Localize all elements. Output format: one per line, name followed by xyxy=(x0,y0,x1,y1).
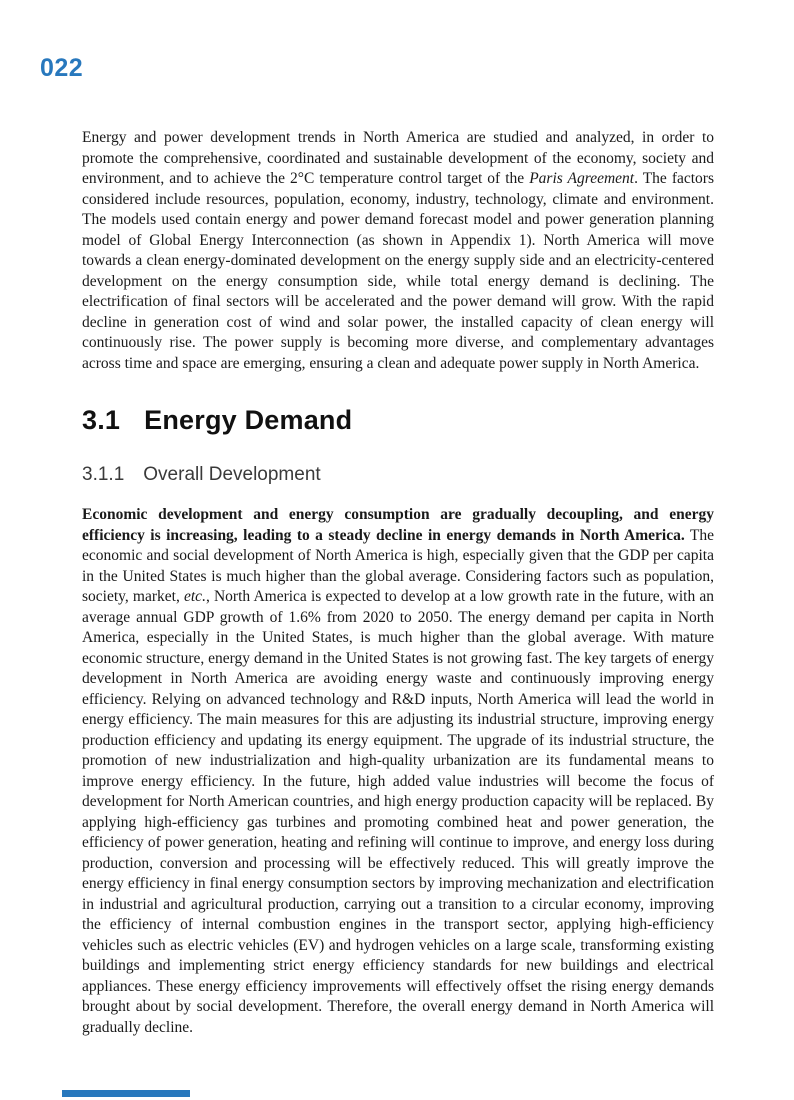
footer-accent-bar xyxy=(62,1090,190,1097)
page-content xyxy=(82,128,714,1038)
section-number: 3.1 xyxy=(82,405,121,435)
section-heading xyxy=(82,405,714,435)
section-title: Energy Demand xyxy=(144,405,353,435)
body-paragraph: Economic development and energy consumption are gradually decoupling, and energy efficiency is increasing, leading to a steady decline in energy demands in North America. The economic and social development of North America is high, especially given that the GDP per capita in the United States is much higher than the global average. Considering factors such as population, society, market, etc., North America is expected to develop at a low growth rate in the future, with an average annual GDP growth of 1.6% from 2020 to 2050. The energy demand per capita in North America, especially in the United States, is much higher than the global average. With mature economic structure, energy demand in the United States is not growing fast. The key targets of energy development in North America are avoiding energy waste and continuously improving energy efficiency. Relying on advanced technology and R&D inputs, North America will lead the world in energy efficiency. The main measures for this are adjusting its industrial structure, improving energy production efficiency and updating its energy equipment. The upgrade of its industrial structure, the promotion of new industrialization and high-quality urbanization are its fundamental means to improve energy efficiency. In the future, high added value industries will become the focus of development for North American countries, and high energy production capacity will be replaced. By applying high-efficiency gas turbines and promoting combined heat and power generation, the efficiency of power generation, heating and refining will continue to improve, and energy loss during production, conversion and processing will be effectively reduced. This will greatly improve the energy efficiency in final energy consumption sectors by improving mechanization and electrification in industrial and agricultural production, carrying out a transition to a circular economy, improving the efficiency of internal combustion engines in the transport sector, applying high-efficiency vehicles such as electric vehicles (EV) and hydrogen vehicles on a large scale, transforming existing buildings and implementing strict energy efficiency standards for new buildings and electrical appliances. These energy efficiency improvements will effectively offset the rising energy demands brought about by social development. Therefore, the overall energy demand in North America will gradually decline. xyxy=(82,506,715,1036)
subsection-number: 3.1.1 xyxy=(82,464,125,485)
subsection-heading xyxy=(82,464,714,486)
page-number: 022 xyxy=(40,54,84,82)
subsection-title: Overall Development xyxy=(143,464,321,485)
intro-paragraph: Energy and power development trends in North America are studied and analyzed, in order to promote the comprehensive, coordinated and sustainable development of the economy, society and environment, and to achieve the 2°C temperature control target of the Paris Agreement. The factors considered include resources, population, economy, industry, technology, climate and environment. The models used contain energy and power demand forecast model and power generation planning model of Global Energy Interconnection (as shown in Appendix 1). North America will move towards a clean energy-dominated development on the energy supply side and an electricity-centered development on the energy consumption side, while total energy demand is declining. The electrification of final sectors will be accelerated and the power demand will grow. With the rapid decline in generation cost of wind and solar power, the installed capacity of clean energy will continuously rise. The power supply is becoming more diverse, and complementary advantages across time and space are emerging, ensuring a clean and adequate power supply in North America. xyxy=(82,129,714,372)
